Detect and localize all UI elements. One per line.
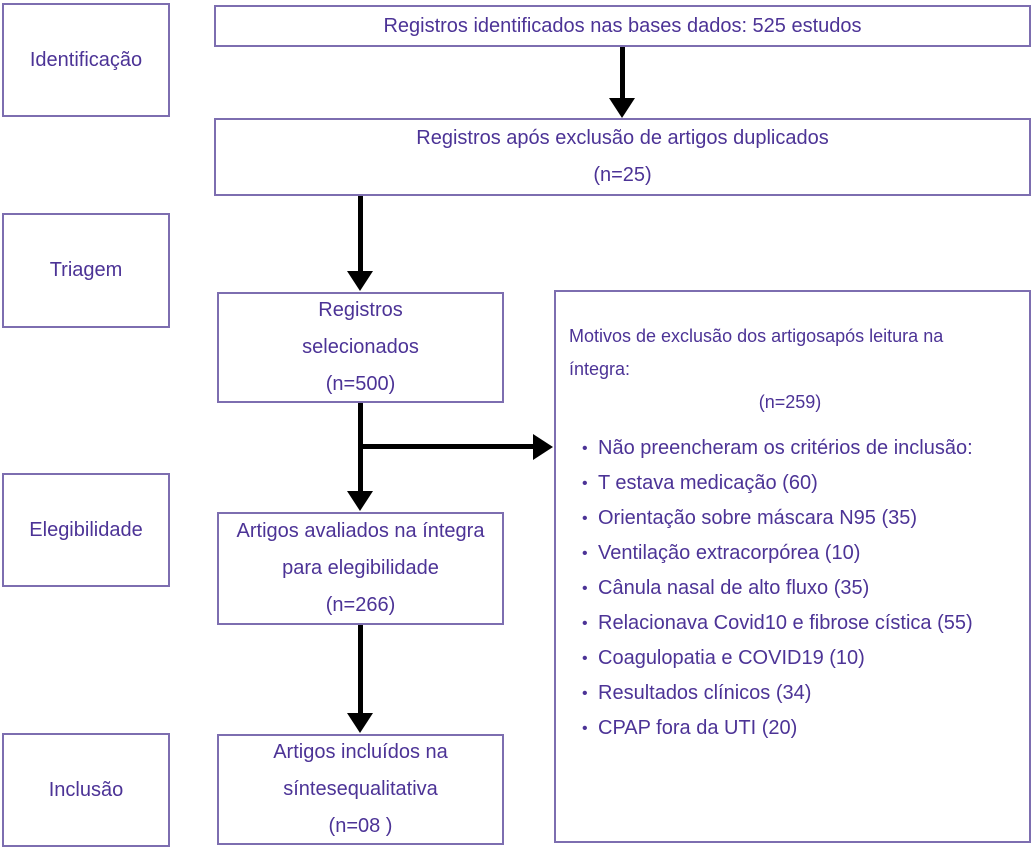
exclusion-list-item [569,606,1011,641]
flow-box-text-line: selecionados [302,336,419,358]
exclusion-list-item [569,676,1011,711]
exclusion-list-item [569,431,1011,466]
stage-label-eligibility: Elegibilidade [29,518,143,541]
flow-box-text-line: Registros após exclusão de artigos duplicados [416,127,829,149]
flow-box-text-line: Artigos incluídos na [273,741,448,763]
exclusion-item-text: Coagulopatia e COVID19 (10) [598,647,865,669]
exclusion-item-text: Resultados clínicos (34) [598,682,812,704]
bullet-icon: • [582,580,588,597]
stage-label-identification: Identificação [29,48,143,71]
exclusion-item-text: CPAP fora da UTI (20) [598,717,798,739]
flow-box-records-identified [214,5,1031,47]
flow-box-count: (n=500) [325,373,396,395]
arrow-eligibility-to-included [358,625,363,714]
bullet-icon: • [582,475,588,492]
arrow-identified-to-deduplicated [620,47,625,99]
exclusion-list-item [569,711,1011,746]
flow-box-text-line: síntesequalitativa [283,778,438,800]
bullet-icon: • [582,510,588,527]
flow-box-count: (n=08 ) [328,815,393,837]
flow-box-text-line: Registros identificados nas bases dados: 525 estudos [383,14,862,37]
arrow-down-icon [347,713,373,733]
exclusion-count: (n=259) [758,392,822,412]
exclusion-item-text: Ventilação extracorpórea (10) [598,542,861,564]
bullet-icon: • [582,440,588,457]
arrow-down-icon [347,271,373,291]
bullet-icon: • [582,650,588,667]
exclusion-item-text: T estava medicação (60) [598,472,818,494]
flow-box-count: (n=25) [593,164,652,186]
stage-box-identification [2,3,170,117]
flow-box-text-line: Registros [318,299,403,321]
arrow-down-icon [609,98,635,118]
exclusion-list-item [569,466,1011,501]
bullet-icon: • [582,685,588,702]
arrow-branch-to-exclusions [358,444,534,449]
exclusion-item-text: Orientação sobre máscara N95 (35) [598,507,918,529]
arrow-right-icon [533,434,553,460]
exclusion-list-item [569,641,1011,676]
arrow-down-icon [347,491,373,511]
stage-box-eligibility [2,473,170,587]
stage-box-screening [2,213,170,328]
bullet-icon: • [582,545,588,562]
flow-box-text-line: para elegibilidade [282,557,439,579]
arrow-deduplicated-to-screened [358,196,363,272]
flow-box-text-line: Artigos avaliados na íntegra [236,520,485,542]
flow-box-studies-included [217,734,504,845]
stage-box-inclusion [2,733,170,847]
exclusion-reasons-box [554,290,1031,843]
bullet-icon: • [582,615,588,632]
exclusion-item-text: Cânula nasal de alto fluxo (35) [598,577,870,599]
bullet-icon: • [582,720,588,737]
flow-box-records-screened [217,292,504,403]
flow-box-fulltext-assessed [217,512,504,625]
stage-label-screening: Triagem [49,259,123,281]
exclusion-heading-line1: Motivos de exclusão dos artigosapós leitura na [569,326,944,346]
flow-box-after-duplicates-removed [214,118,1031,196]
exclusion-list-item [569,536,1011,571]
exclusion-item-text: Relacionava Covid10 e fibrose cística (55) [598,612,973,634]
stage-label-inclusion: Inclusão [48,778,124,801]
exclusion-heading-line2: íntegra: [569,359,631,379]
exclusion-list [569,431,1011,746]
exclusion-item-text: Não preencheram os critérios de inclusão: [598,437,973,459]
flow-box-count: (n=266) [325,594,396,616]
exclusion-list-item [569,571,1011,606]
exclusion-list-item [569,501,1011,536]
